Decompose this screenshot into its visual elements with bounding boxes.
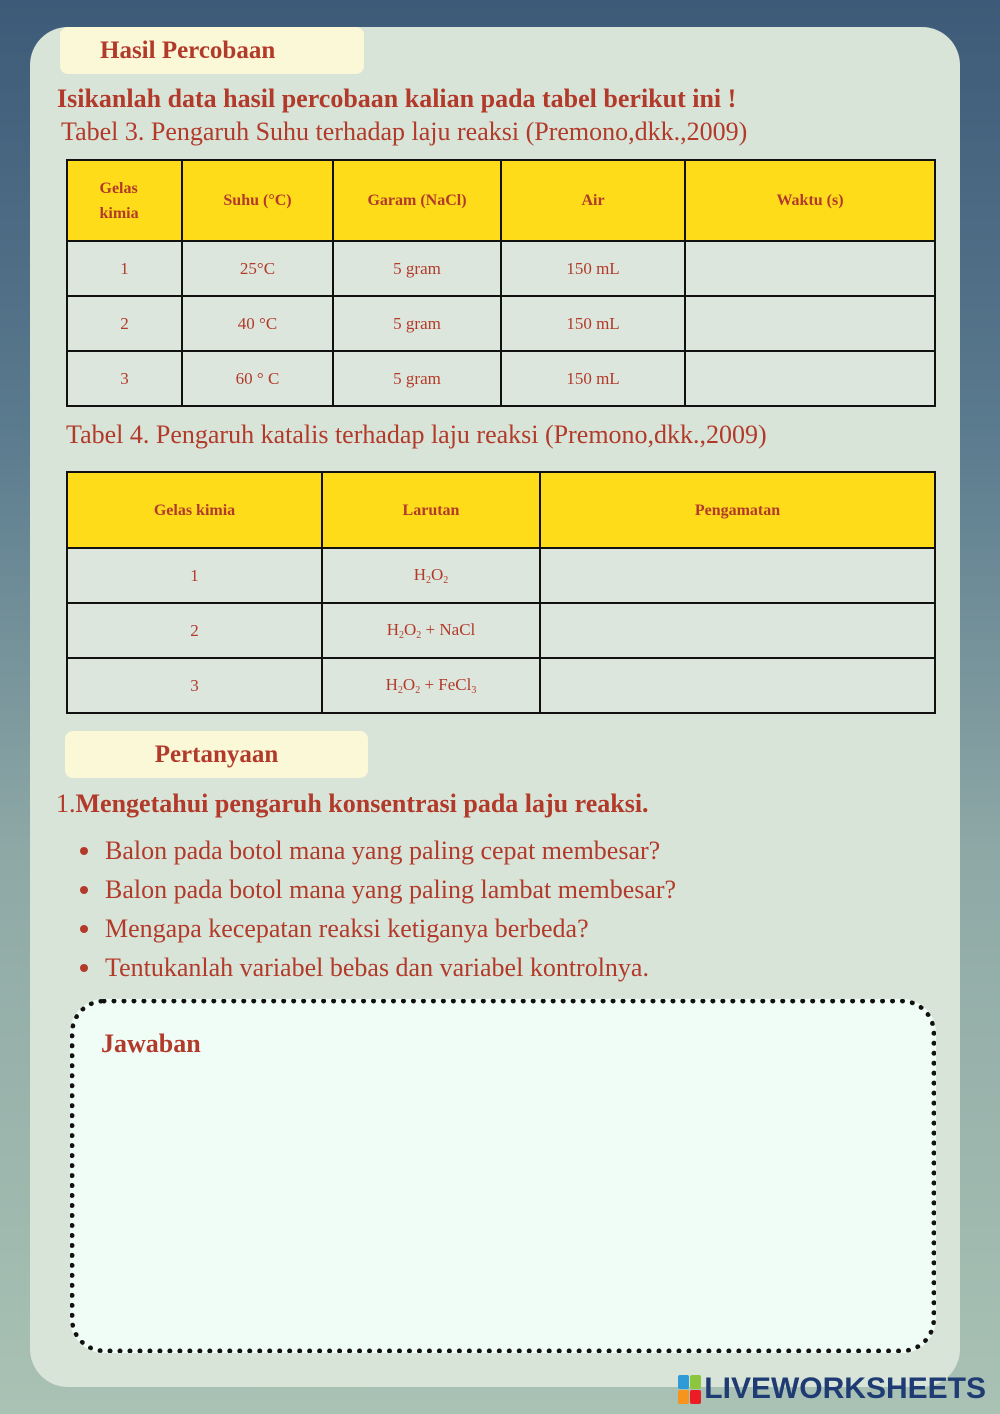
list-item: Mengapa kecepatan reaksi ketiganya berbeda? bbox=[80, 909, 676, 948]
table3-header-gelas: Gelas kimia bbox=[67, 160, 182, 241]
table-cell: 5 gram bbox=[333, 296, 501, 351]
waktu-input-cell[interactable] bbox=[685, 296, 935, 351]
table-cell: 150 mL bbox=[501, 351, 685, 406]
section-title-pill bbox=[60, 27, 364, 74]
section-title: Hasil Percobaan bbox=[100, 36, 276, 64]
temperature-table bbox=[66, 159, 936, 407]
question-number: 1. bbox=[56, 789, 76, 818]
answer-box[interactable] bbox=[70, 999, 936, 1353]
larutan-cell: $H_2O_2$ bbox=[322, 548, 540, 603]
table3-header-suhu: Suhu (°C) bbox=[182, 160, 333, 241]
list-item: Balon pada botol mana yang paling lambat membesar? bbox=[80, 870, 676, 909]
list-item: Tentukanlah variabel bebas dan variabel kontrolnya. bbox=[80, 948, 676, 987]
bullet-icon bbox=[80, 847, 88, 855]
larutan-cell: $H_2O_2$ + NaCl bbox=[322, 603, 540, 658]
table-cell: 1 bbox=[67, 241, 182, 296]
brand-text: LIVEWORKSHEETS bbox=[704, 1372, 986, 1405]
table-cell: 60 ° C bbox=[182, 351, 333, 406]
table4-header-gelas: Gelas kimia bbox=[67, 472, 322, 548]
bullet-icon bbox=[80, 886, 88, 894]
table-cell: 150 mL bbox=[501, 241, 685, 296]
questions-title: Pertanyaan bbox=[154, 740, 279, 768]
liveworksheets-logo-icon bbox=[678, 1375, 700, 1403]
table-row bbox=[67, 658, 935, 713]
table-row bbox=[67, 603, 935, 658]
larutan-cell: $H_2O_2$ + FeCl$_3$ bbox=[322, 658, 540, 713]
table-row bbox=[67, 296, 935, 351]
list-item: Balon pada botol mana yang paling cepat membesar? bbox=[80, 831, 676, 870]
pengamatan-input-cell[interactable] bbox=[540, 548, 935, 603]
table3-header-garam: Garam (NaCl) bbox=[333, 160, 501, 241]
pengamatan-input-cell[interactable] bbox=[540, 658, 935, 713]
instruction-text: Isikanlah data hasil percobaan kalian pada tabel berikut ini ! bbox=[57, 84, 737, 113]
waktu-input-cell[interactable] bbox=[685, 351, 935, 406]
table-row bbox=[67, 548, 935, 603]
waktu-input-cell[interactable] bbox=[685, 241, 935, 296]
table4-header-larutan: Larutan bbox=[322, 472, 540, 548]
question-heading bbox=[56, 789, 649, 819]
brand-logo bbox=[678, 1372, 986, 1406]
answer-label: Jawaban bbox=[101, 1029, 201, 1058]
bullet-icon bbox=[80, 925, 88, 933]
table-cell: 25°C bbox=[182, 241, 333, 296]
table-row bbox=[67, 241, 935, 296]
table-cell: 40 °C bbox=[182, 296, 333, 351]
table3-header-air: Air bbox=[501, 160, 685, 241]
table-cell: 3 bbox=[67, 658, 322, 713]
table-cell: 5 gram bbox=[333, 241, 501, 296]
question-list bbox=[80, 831, 676, 987]
table-row bbox=[67, 351, 935, 406]
table-cell: 150 mL bbox=[501, 296, 685, 351]
table-cell: 2 bbox=[67, 296, 182, 351]
table-cell: 5 gram bbox=[333, 351, 501, 406]
table4-header-pengamatan: Pengamatan bbox=[540, 472, 935, 548]
table-cell: 3 bbox=[67, 351, 182, 406]
question-title: Mengetahui pengaruh konsentrasi pada laju reaksi. bbox=[75, 789, 649, 818]
questions-title-pill bbox=[65, 731, 368, 778]
table3-header-waktu: Waktu (s) bbox=[685, 160, 935, 241]
table4-caption: Tabel 4. Pengaruh katalis terhadap laju reaksi (Premono,dkk.,2009) bbox=[66, 420, 767, 449]
catalyst-table bbox=[66, 471, 936, 714]
table-cell: 1 bbox=[67, 548, 322, 603]
pengamatan-input-cell[interactable] bbox=[540, 603, 935, 658]
bullet-icon bbox=[80, 964, 88, 972]
table-cell: 2 bbox=[67, 603, 322, 658]
table3-caption: Tabel 3. Pengaruh Suhu terhadap laju reaksi (Premono,dkk.,2009) bbox=[61, 117, 748, 146]
